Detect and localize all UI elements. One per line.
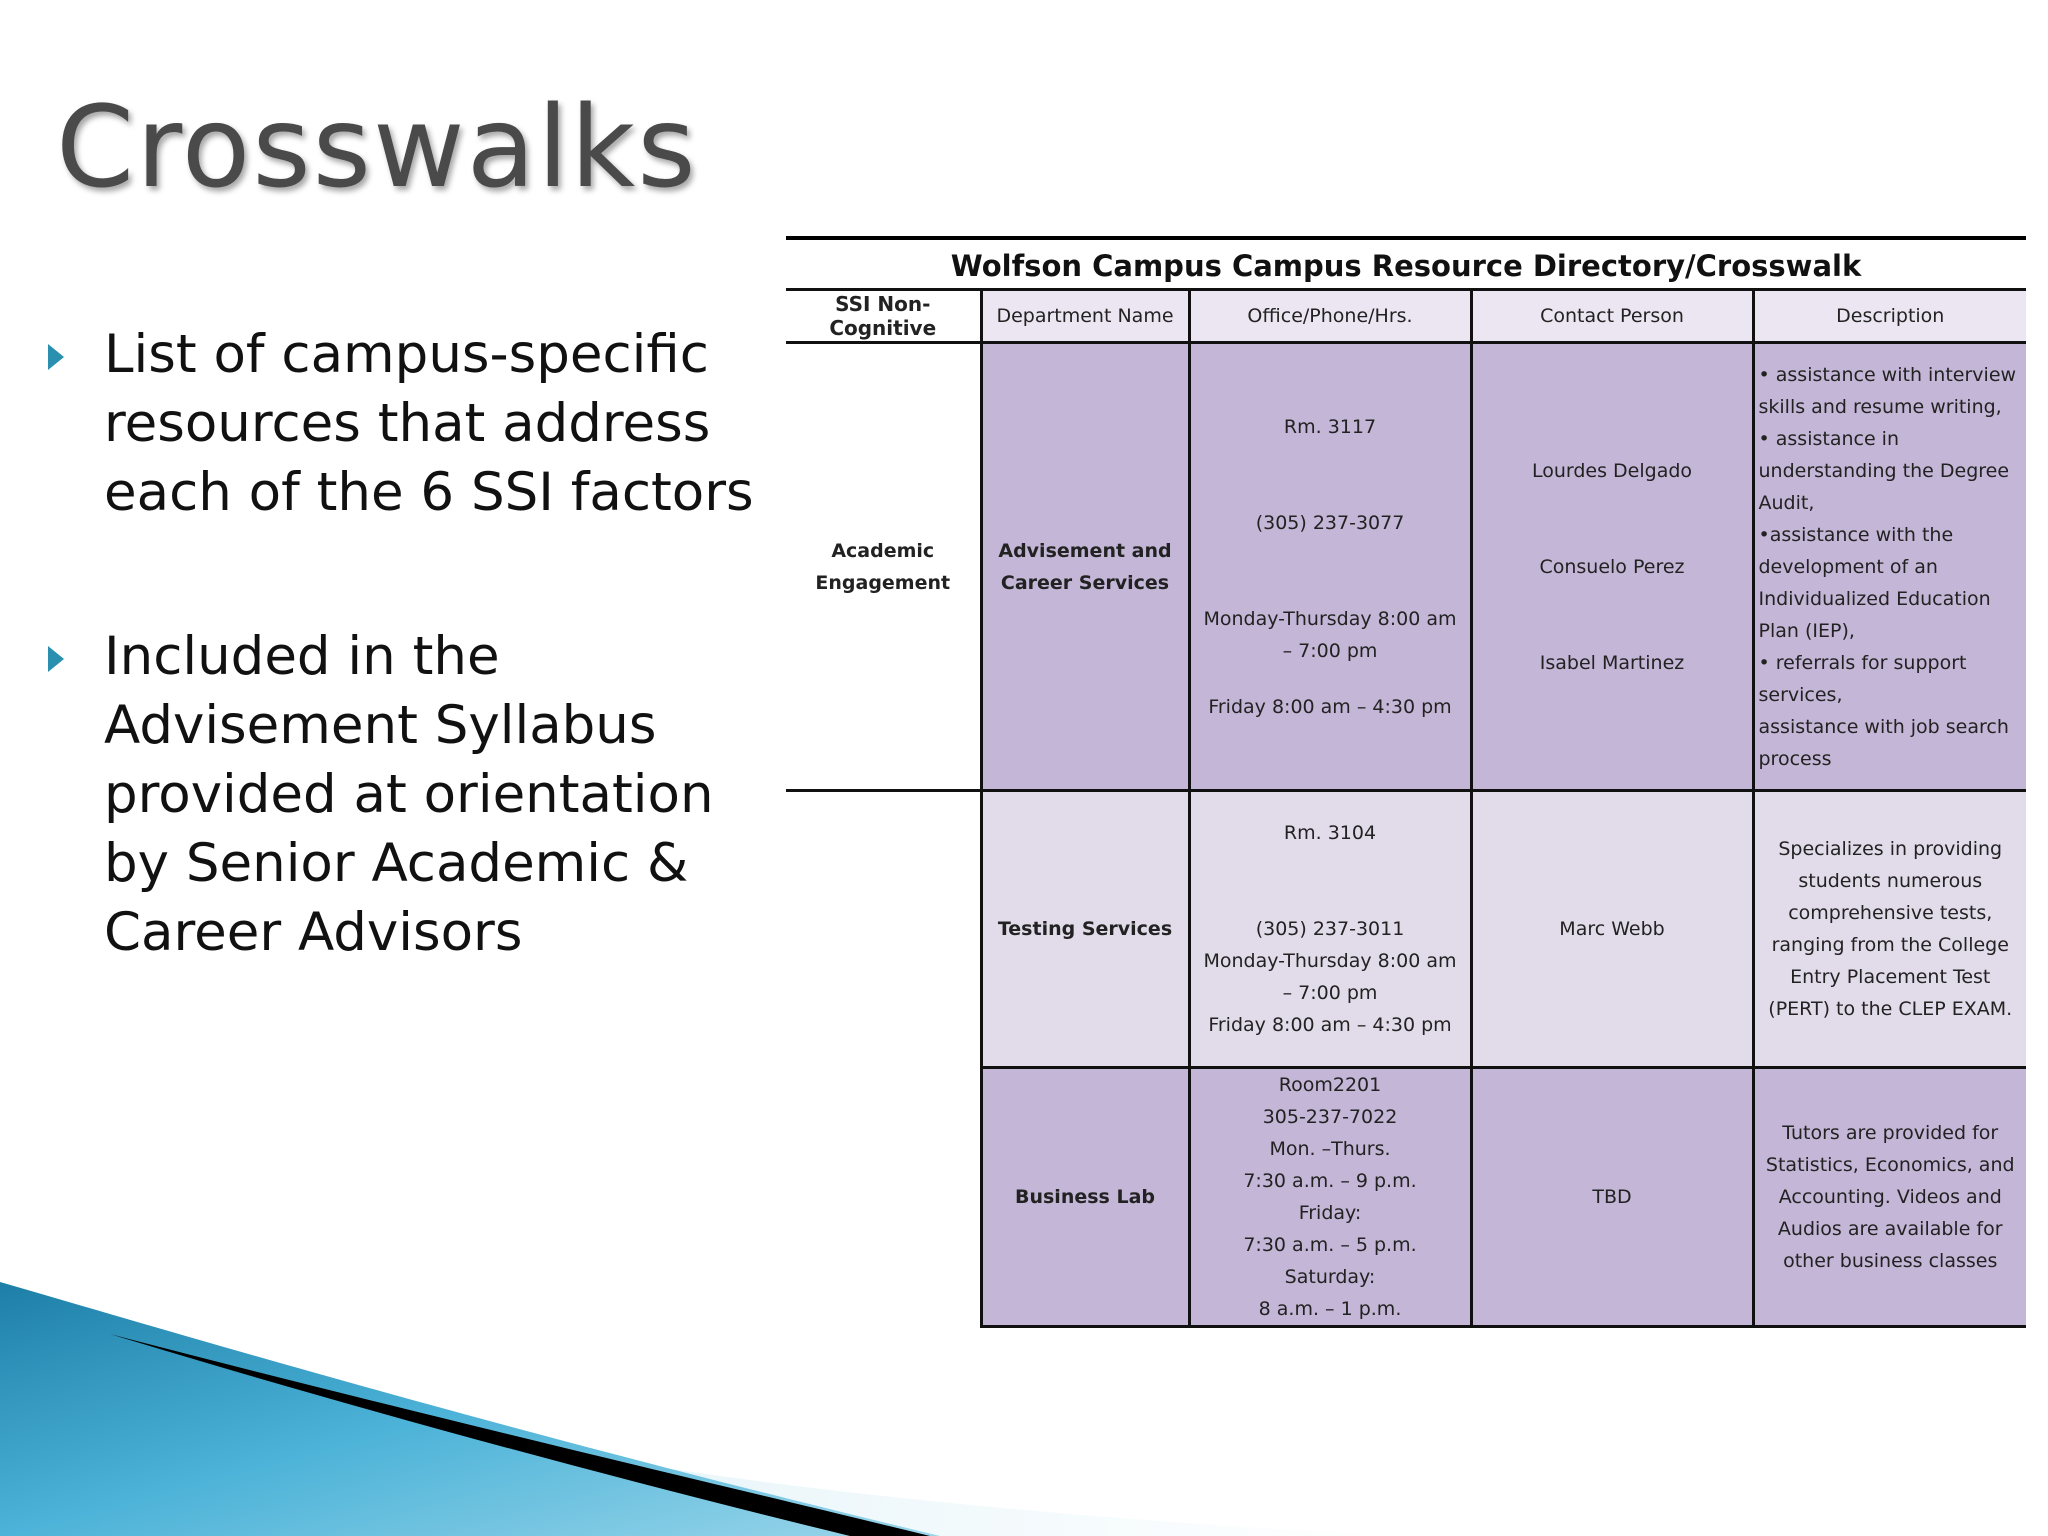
bullet-text: List of campus-specific resources that address each of the 6 SSI factors — [104, 324, 754, 523]
office-hours: Friday: — [1298, 1202, 1362, 1224]
contact-name: Marc Webb — [1559, 918, 1665, 940]
resource-directory-table — [786, 288, 2026, 1328]
contact-name: TBD — [1592, 1186, 1632, 1208]
bullet-list — [40, 320, 760, 1062]
triangle-bullet-icon — [48, 646, 64, 672]
description-line: •assistance with the development of an Individualized Education Plan (IEP), — [1758, 523, 1991, 642]
description-cell: Specializes in providing students numerous comprehensive tests, ranging from the College Entry Placement Test (PERT) to the CLEP EXAM. — [1753, 791, 2026, 1068]
ssi-cell — [786, 791, 981, 1068]
description-line: assistance with job search process — [1758, 715, 2009, 770]
contact-name: Consuelo Perez — [1539, 555, 1685, 578]
office-hours-friday: Friday 8:00 am – 4:30 pm — [1208, 695, 1452, 718]
ssi-cell: Academic Engagement — [786, 343, 981, 791]
header-description: Description — [1753, 290, 2026, 343]
office-phone: (305) 237-3077 — [1255, 511, 1405, 534]
office-hours: Monday-Thursday 8:00 am – 7:00 pm — [1203, 950, 1457, 1004]
header-contact: Contact Person — [1471, 290, 1753, 343]
description-line: • assistance with interview skills and resume writing, — [1758, 363, 2017, 418]
office-hours-friday: Friday 8:00 am – 4:30 pm — [1208, 1014, 1452, 1036]
office-hours: 7:30 a.m. – 5 p.m. — [1243, 1234, 1417, 1256]
office-room: Rm. 3104 — [1283, 822, 1377, 844]
office-hours: Saturday: — [1284, 1266, 1376, 1288]
office-cell — [1189, 791, 1471, 1068]
header-ssi: SSI Non-Cognitive — [786, 290, 981, 343]
contact-cell — [1471, 343, 1753, 791]
header-department: Department Name — [981, 290, 1189, 343]
crosswalk-table-image — [786, 236, 2026, 1329]
contact-name: Lourdes Delgado — [1531, 459, 1693, 482]
bullet-item — [40, 320, 760, 527]
office-phone: 305-237-7022 — [1262, 1106, 1398, 1128]
table-title: Wolfson Campus Campus Resource Directory/Crosswalk — [950, 249, 1862, 283]
department-cell: Business Lab — [981, 1068, 1189, 1327]
bullet-item — [40, 622, 760, 967]
office-room: Rm. 3117 — [1283, 415, 1377, 438]
description-line: • referrals for support services, — [1758, 651, 1967, 706]
description-cell: Tutors are provided for Statistics, Economics, and Accounting. Videos and Audios are available for other business classes — [1753, 1068, 2026, 1327]
office-hours: 7:30 a.m. – 9 p.m. — [1243, 1170, 1417, 1192]
table-row — [786, 343, 2026, 791]
contact-name: Isabel Martinez — [1539, 651, 1685, 674]
office-phone: (305) 237-3011 — [1255, 918, 1405, 940]
slide-title: Crosswalks — [56, 83, 698, 213]
decorative-swoosh — [0, 1280, 1400, 1536]
header-office: Office/Phone/Hrs. — [1189, 290, 1471, 343]
office-hours: 8 a.m. – 1 p.m. — [1258, 1298, 1402, 1320]
department-cell: Advisement and Career Services — [981, 343, 1189, 791]
department-cell: Testing Services — [981, 791, 1189, 1068]
office-hours: Mon. –Thurs. — [1269, 1138, 1391, 1160]
triangle-bullet-icon — [48, 344, 64, 370]
table-top-rule — [786, 236, 2026, 240]
bullet-text: Included in the Advisement Syllabus provided at orientation by Senior Academic & Career Advisors — [104, 626, 714, 963]
office-hours: Monday-Thursday 8:00 am – 7:00 pm — [1203, 607, 1457, 662]
table-row — [786, 791, 2026, 1068]
contact-cell — [1471, 1068, 1753, 1327]
office-room: Room2201 — [1278, 1074, 1382, 1096]
contact-cell — [1471, 791, 1753, 1068]
office-cell — [1189, 343, 1471, 791]
table-header-row — [786, 290, 2026, 343]
description-line: • assistance in understanding the Degree Audit, — [1758, 427, 2010, 514]
description-cell — [1753, 343, 2026, 791]
